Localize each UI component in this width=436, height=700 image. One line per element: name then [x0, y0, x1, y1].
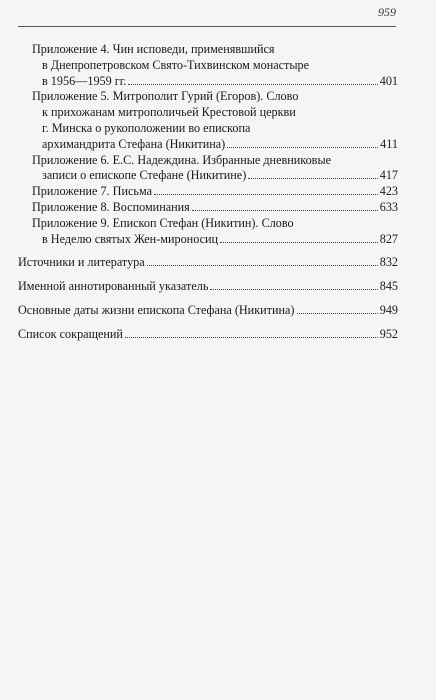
dot-leader — [147, 265, 378, 266]
toc-page-number: 411 — [380, 136, 398, 151]
toc-entry-title-line: Приложение 9. Епископ Стефан (Никитин). Слово — [32, 215, 294, 230]
toc-page-number: 952 — [379, 326, 398, 341]
dot-leader — [210, 289, 377, 290]
toc-entry[interactable] — [18, 279, 398, 295]
toc-entry-title-line: записи о епископе Стефане (Никитине) — [42, 168, 247, 183]
toc-page-number: 417 — [379, 168, 398, 183]
toc-entry[interactable] — [18, 216, 398, 248]
table-of-contents — [18, 42, 398, 343]
toc-entry-title-line: Приложение 8. Воспоминания — [32, 199, 190, 214]
toc-entry[interactable] — [18, 153, 398, 185]
toc-page-number: 827 — [379, 231, 398, 246]
toc-entry-title-line: Источники и литература — [18, 255, 145, 270]
toc-entry[interactable] — [18, 89, 398, 152]
toc-entry-title-line: Приложение 6. Е.С. Надеждина. Избранные дневниковые — [32, 152, 332, 167]
toc-entry-title-line: Приложение 4. Чин исповеди, применявшийся — [32, 42, 275, 56]
toc-entry-title-line: Именной аннотированный указатель — [18, 279, 209, 294]
toc-page-number: 845 — [379, 279, 398, 294]
toc-entry[interactable] — [18, 200, 398, 216]
toc-entry-title-line: Основные даты жизни епископа Стефана (Никитина) — [18, 302, 295, 317]
toc-entry-title-line: Список сокращений — [18, 326, 123, 341]
toc-entry[interactable] — [18, 184, 398, 200]
toc-page-number: 633 — [379, 199, 398, 214]
dot-leader — [192, 210, 378, 211]
dot-leader — [248, 178, 377, 179]
dot-leader — [125, 337, 378, 338]
toc-entry-title-line: Приложение 7. Письма — [32, 184, 152, 199]
dot-leader — [297, 313, 378, 314]
toc-page-number: 423 — [379, 184, 398, 199]
toc-entry[interactable] — [18, 303, 398, 319]
dot-leader — [128, 84, 377, 85]
toc-entry-title-line: в Днепропетровском Свято-Тихвинском монастыре — [42, 57, 310, 72]
dot-leader — [220, 242, 378, 243]
toc-entry-title-line: г. Минска о рукоположении во епископа — [42, 120, 251, 135]
toc-entry-title-line: архимандрита Стефана (Никитина) — [42, 136, 226, 151]
toc-entry-title-line: в Неделю святых Жен-мироносиц — [42, 231, 219, 246]
toc-entry[interactable] — [18, 42, 398, 89]
dot-leader — [227, 147, 378, 148]
toc-page-number: 832 — [379, 255, 398, 270]
header-rule — [18, 26, 396, 27]
toc-entry[interactable] — [18, 327, 398, 343]
dot-leader — [154, 194, 378, 195]
toc-entry-title-line: в 1956—1959 гг. — [42, 73, 127, 88]
toc-page-number: 949 — [379, 302, 398, 317]
toc-entry-title-line: к прихожанам митрополичьей Крестовой церкви — [42, 105, 296, 120]
toc-entry[interactable] — [18, 255, 398, 271]
toc-entry-title-line: Приложение 5. Митрополит Гурий (Егоров). Слово — [32, 89, 299, 104]
page-number: 959 — [378, 5, 396, 19]
toc-page-number: 401 — [379, 73, 398, 88]
